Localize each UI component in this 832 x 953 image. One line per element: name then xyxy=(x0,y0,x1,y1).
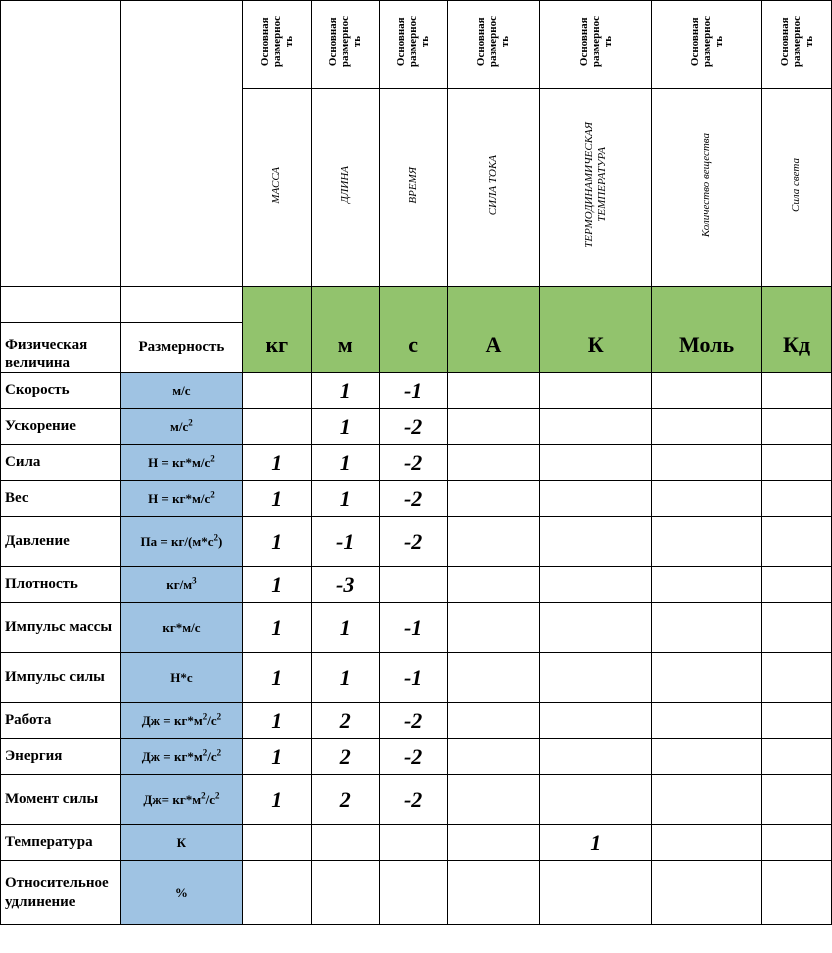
exponent-cell xyxy=(652,481,762,517)
dimension-formula xyxy=(120,653,242,703)
base-dimension-label: Основная размернос ть xyxy=(688,16,725,68)
exponent-cell xyxy=(652,775,762,825)
exponent-cell xyxy=(652,603,762,653)
exponent-cell: -2 xyxy=(379,409,447,445)
unit-cell xyxy=(762,287,832,373)
exponent-cell: 1 xyxy=(242,445,311,481)
quantity-name-cell xyxy=(447,89,540,287)
exponent-cell xyxy=(540,861,652,925)
quantity-name-cell xyxy=(652,89,762,287)
exponent-cell: 1 xyxy=(242,775,311,825)
base-dimension-cell xyxy=(540,1,652,89)
exponent-cell xyxy=(762,445,832,481)
table-row xyxy=(1,517,832,567)
formula-text: м/с xyxy=(170,418,189,434)
formula-text: Па = кг/(м*с xyxy=(140,533,214,549)
exponent-cell: 1 xyxy=(311,409,379,445)
exponent-cell xyxy=(762,775,832,825)
dimension-formula xyxy=(120,517,242,567)
exponent-cell xyxy=(652,703,762,739)
base-dimension-label: Основная размернос ть xyxy=(778,16,815,68)
exponent: 2 xyxy=(216,711,222,722)
exponent-cell: -2 xyxy=(379,739,447,775)
exponent-cell xyxy=(762,739,832,775)
exponent-cell: -2 xyxy=(379,445,447,481)
table-row xyxy=(1,567,832,603)
base-dimension-label: Основная размернос ть xyxy=(395,16,432,68)
formula-text: К xyxy=(176,834,187,850)
exponent-cell xyxy=(762,861,832,925)
quantity-name: МАССА xyxy=(270,166,283,204)
corner-cell-right xyxy=(120,1,242,287)
quantity-label: Скорость xyxy=(1,373,121,409)
exponent-cell: -1 xyxy=(379,653,447,703)
dimension-formula xyxy=(120,775,242,825)
exponent-cell: 1 xyxy=(540,825,652,861)
exponent-cell xyxy=(540,653,652,703)
exponent-cell xyxy=(652,409,762,445)
exponent-cell xyxy=(652,567,762,603)
dimension-formula xyxy=(120,445,242,481)
exponent-cell xyxy=(540,775,652,825)
unit-cell xyxy=(447,287,540,373)
exponent-cell xyxy=(652,861,762,925)
exponent: 2 xyxy=(201,790,206,801)
exponent-cell xyxy=(762,825,832,861)
base-dimension-header-row xyxy=(1,1,832,89)
quantity-name-cell xyxy=(379,89,447,287)
exponent-cell xyxy=(540,603,652,653)
quantity-name: ВРЕМЯ xyxy=(406,166,419,204)
exponent-cell xyxy=(652,739,762,775)
quantity-label: Относительное удлинение xyxy=(1,861,121,925)
formula-text: % xyxy=(174,884,188,900)
exponent-cell xyxy=(652,653,762,703)
formula-text: Дж = кг*м xyxy=(141,748,203,764)
exponent-cell xyxy=(242,861,311,925)
exponent-cell xyxy=(447,567,540,603)
unit-label: Кд xyxy=(782,331,811,357)
formula-text: Н = кг*м/с xyxy=(148,454,211,470)
exponent-cell xyxy=(447,445,540,481)
exponent-cell xyxy=(447,703,540,739)
unit-label: м xyxy=(337,331,353,357)
exponent-cell xyxy=(652,517,762,567)
quantity-name-cell xyxy=(242,89,311,287)
formula-text: Н*с xyxy=(170,669,193,685)
unit-label: А xyxy=(485,331,502,357)
table-row xyxy=(1,775,832,825)
exponent-cell xyxy=(762,409,832,445)
exponent-cell: -2 xyxy=(379,703,447,739)
exponent-cell: 2 xyxy=(311,739,379,775)
formula-text: /с xyxy=(207,748,217,764)
quantity-label: Импульс силы xyxy=(1,653,121,703)
base-dimension-cell xyxy=(242,1,311,89)
formula-text: ) xyxy=(217,533,223,549)
exponent-cell xyxy=(762,373,832,409)
table-row xyxy=(1,825,832,861)
base-dimension-label: Основная размернос ть xyxy=(577,16,614,68)
exponent-cell: -3 xyxy=(311,567,379,603)
dimension-formula xyxy=(120,861,242,925)
exponent-cell xyxy=(447,775,540,825)
formula-text: м/с xyxy=(172,382,191,398)
quantity-label: Момент силы xyxy=(1,775,121,825)
dimension-formula xyxy=(120,373,242,409)
exponent-cell xyxy=(762,481,832,517)
physical-quantity-header: Физическая величина xyxy=(1,323,121,373)
quantity-label: Плотность xyxy=(1,567,121,603)
exponent-cell xyxy=(540,517,652,567)
exponent-cell xyxy=(762,603,832,653)
quantity-name: ТЕРМОДИНАМИЧЕСКАЯ ТЕМПЕРАТУРА xyxy=(582,122,608,248)
exponent-cell: 1 xyxy=(242,517,311,567)
table-row xyxy=(1,739,832,775)
quantity-name: СИЛА ТОКА xyxy=(486,154,499,216)
formula-text: /с xyxy=(207,712,217,728)
base-dimension-cell xyxy=(379,1,447,89)
unit-cell xyxy=(652,287,762,373)
exponent-cell xyxy=(540,409,652,445)
quantity-label: Импульс массы xyxy=(1,603,121,653)
exponent-cell xyxy=(447,603,540,653)
table-row xyxy=(1,861,832,925)
exponent: 2 xyxy=(210,489,215,500)
exponent-cell: 1 xyxy=(311,653,379,703)
base-dimension-cell xyxy=(311,1,379,89)
quantity-label: Энергия xyxy=(1,739,121,775)
exponent-cell xyxy=(311,825,379,861)
exponent-cell: -1 xyxy=(311,517,379,567)
exponent-cell: -2 xyxy=(379,517,447,567)
exponent-cell: -2 xyxy=(379,775,447,825)
table-row xyxy=(1,481,832,517)
exponent-cell xyxy=(540,373,652,409)
formula-text: кг/м xyxy=(166,576,193,592)
exponent-cell: 1 xyxy=(242,653,311,703)
exponent-cell: 1 xyxy=(242,481,311,517)
exponent: 2 xyxy=(214,790,220,801)
exponent-cell xyxy=(242,409,311,445)
quantity-name-cell xyxy=(540,89,652,287)
exponent-cell xyxy=(242,825,311,861)
exponent-cell: 2 xyxy=(311,703,379,739)
base-dimension-cell xyxy=(762,1,832,89)
exponent-cell: 1 xyxy=(242,703,311,739)
quantity-label: Вес xyxy=(1,481,121,517)
base-dimension-label: Основная размернос ть xyxy=(327,16,364,68)
exponent: 2 xyxy=(210,453,215,464)
exponent-cell xyxy=(652,373,762,409)
quantity-name: Количество вещества xyxy=(700,132,713,238)
exponent: 2 xyxy=(188,417,193,428)
exponent-cell xyxy=(242,373,311,409)
unit-spacer-row xyxy=(1,287,832,323)
exponent-cell xyxy=(379,567,447,603)
exponent-cell: -2 xyxy=(379,481,447,517)
exponent-cell xyxy=(447,861,540,925)
exponent-cell xyxy=(447,653,540,703)
dimension-formula xyxy=(120,481,242,517)
exponent-cell xyxy=(762,653,832,703)
exponent-cell xyxy=(762,567,832,603)
exponent-cell xyxy=(762,517,832,567)
unit-label: Моль xyxy=(679,331,735,357)
exponent-cell: 1 xyxy=(242,567,311,603)
dimension-formula xyxy=(120,409,242,445)
table-row xyxy=(1,703,832,739)
quantity-name-cell xyxy=(311,89,379,287)
exponent-cell: 1 xyxy=(242,739,311,775)
quantity-label: Сила xyxy=(1,445,121,481)
dimension-formula xyxy=(120,603,242,653)
exponent-cell xyxy=(447,481,540,517)
exponent-cell xyxy=(447,825,540,861)
dimension-formula xyxy=(120,739,242,775)
unit-cell xyxy=(311,287,379,373)
dimension-header: Размерность xyxy=(120,323,242,373)
formula-text: Дж = кг*м xyxy=(141,712,203,728)
base-dimension-cell xyxy=(447,1,540,89)
dimension-formula xyxy=(120,703,242,739)
exponent-cell: 1 xyxy=(311,603,379,653)
unit-label: с xyxy=(408,331,418,357)
exponent-cell xyxy=(540,739,652,775)
exponent-cell: 1 xyxy=(311,373,379,409)
unit-cell xyxy=(540,287,652,373)
table-row xyxy=(1,653,832,703)
exponent-cell: 2 xyxy=(311,775,379,825)
unit-cell xyxy=(242,287,311,373)
spacer-cell xyxy=(120,287,242,323)
table-row xyxy=(1,603,832,653)
table-row xyxy=(1,409,832,445)
corner-cell-left xyxy=(1,1,121,287)
base-dimension-cell xyxy=(652,1,762,89)
quantity-label: Ускорение xyxy=(1,409,121,445)
exponent-cell xyxy=(447,739,540,775)
base-dimension-label: Основная размернос ть xyxy=(258,16,295,68)
exponent-cell: 1 xyxy=(242,603,311,653)
exponent: 3 xyxy=(192,575,197,586)
quantity-name-cell xyxy=(762,89,832,287)
exponent-cell xyxy=(540,567,652,603)
exponent: 2 xyxy=(213,532,218,543)
quantity-label: Работа xyxy=(1,703,121,739)
exponent-cell xyxy=(379,861,447,925)
exponent-cell xyxy=(379,825,447,861)
exponent-cell xyxy=(447,409,540,445)
exponent-cell: 1 xyxy=(311,445,379,481)
exponent-cell xyxy=(540,703,652,739)
table-row xyxy=(1,373,832,409)
exponent-cell: 1 xyxy=(311,481,379,517)
exponent-cell xyxy=(447,517,540,567)
spacer-cell xyxy=(1,287,121,323)
base-dimension-label: Основная размернос ть xyxy=(475,16,512,68)
exponent: 2 xyxy=(202,711,208,722)
exponent-cell: -1 xyxy=(379,603,447,653)
exponent-cell xyxy=(540,481,652,517)
exponent-cell: -1 xyxy=(379,373,447,409)
unit-label: К xyxy=(587,331,604,357)
quantity-name: ДЛИНА xyxy=(338,166,351,204)
dimension-formula xyxy=(120,567,242,603)
exponent-cell xyxy=(652,445,762,481)
formula-text: кг*м/с xyxy=(162,619,201,635)
formula-text: Дж= кг*м xyxy=(143,791,202,807)
quantity-label: Давление xyxy=(1,517,121,567)
exponent: 2 xyxy=(216,747,222,758)
formula-text: Н = кг*м/с xyxy=(148,490,211,506)
table-row xyxy=(1,445,832,481)
exponent-cell xyxy=(447,373,540,409)
quantity-name: Сила света xyxy=(790,158,802,212)
unit-cell xyxy=(379,287,447,373)
dimension-formula xyxy=(120,825,242,861)
exponent: 2 xyxy=(202,747,208,758)
formula-text: /с xyxy=(205,791,215,807)
exponent-cell xyxy=(652,825,762,861)
exponent-cell xyxy=(540,445,652,481)
exponent-cell xyxy=(762,703,832,739)
quantity-label: Температура xyxy=(1,825,121,861)
exponent-cell xyxy=(311,861,379,925)
unit-label: кг xyxy=(265,331,289,357)
